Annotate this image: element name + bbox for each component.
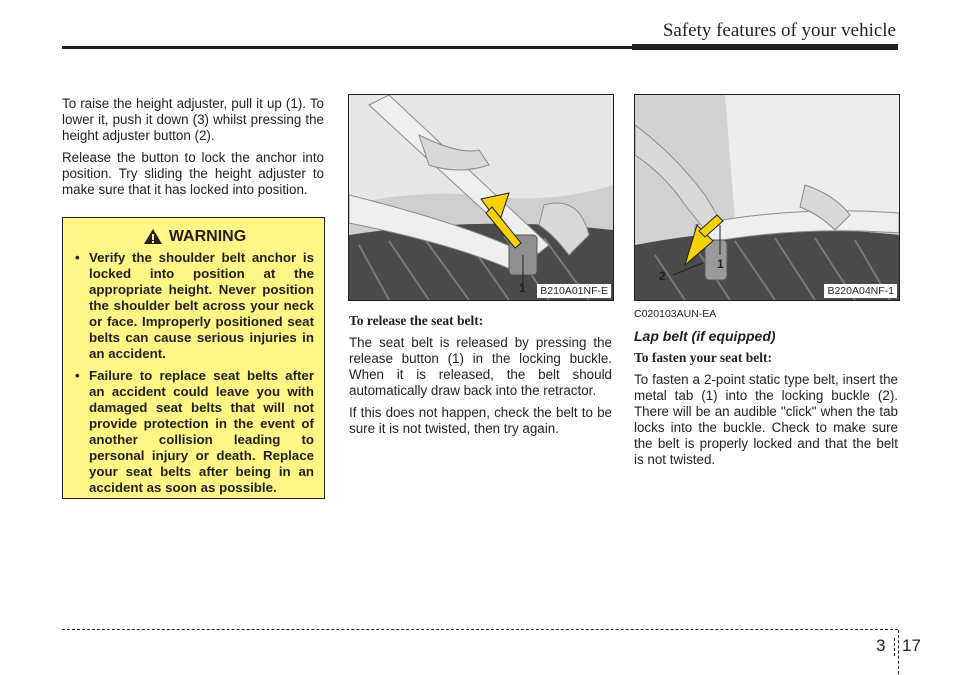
section-title: Lap belt (if equipped) <box>634 328 776 344</box>
footer-rule <box>62 629 898 630</box>
section-code: C020103AUN-EA <box>634 308 717 320</box>
seat-belt-release-illustration <box>349 95 613 300</box>
warning-item: • Failure to replace seat belts after an accident could leave you with damaged seat belts that will not provide protection in the event of another collision leading to personal injury or death. Replace your seat belts after being in an accident as soon as possible. <box>75 368 314 495</box>
warning-box <box>62 217 325 499</box>
column-release-seat-belt <box>349 313 612 443</box>
subheading: To fasten your seat belt: <box>634 350 772 365</box>
paragraph: If this does not happen, check the belt to be sure it is not twisted, then try again. <box>349 405 612 436</box>
page-header-title: Safety features of your vehicle <box>662 20 896 41</box>
subheading: To release the seat belt: <box>349 313 484 328</box>
callout-number: 1 <box>519 281 526 295</box>
paragraph: The seat belt is released by pressing the release button (1) in the locking buckle. When it is released, the belt should automatically draw back into the retractor. <box>349 335 612 398</box>
chapter-number: 3 <box>876 636 886 655</box>
warning-title: WARNING <box>168 227 247 245</box>
column-height-adjuster <box>62 96 324 204</box>
page-number: 17 <box>902 636 921 655</box>
paragraph: To raise the height adjuster, pull it up (1). To lower it, push it down (3) whilst pressing the height adjuster button (2). <box>62 96 324 143</box>
figure-code: B210A01NF-E <box>537 284 611 298</box>
figure-release-seat-belt <box>348 94 614 301</box>
warning-list <box>75 250 314 496</box>
column-lap-belt <box>634 306 898 474</box>
footer-divider <box>898 630 899 674</box>
warning-header <box>75 228 314 245</box>
figure-fasten-lap-belt <box>634 94 900 301</box>
warning-item: • Verify the shoulder belt anchor is locked into position at the appropriate height. Never position the shoulder belt across your neck or face. Improperly positioned seat belts can cause serious injuries in an accident. <box>75 250 314 361</box>
warning-triangle-icon <box>143 228 163 245</box>
page-number-separator <box>894 638 895 656</box>
header-rule-accent <box>632 44 898 50</box>
figure-code: B220A04NF-1 <box>824 284 897 298</box>
callout-number: 1 <box>717 257 724 271</box>
paragraph: Release the button to lock the anchor into position. Try sliding the height adjuster to make sure that it has locked into position. <box>62 150 324 197</box>
callout-number: 2 <box>659 269 666 283</box>
lap-belt-fasten-illustration <box>635 95 899 300</box>
paragraph: To fasten a 2-point static type belt, insert the metal tab (1) into the locking buckle (2). There will be an audible "click" when the tab locks into the buckle. Check to make sure the belt is properly locked and that the belt is not twisted. <box>634 372 898 467</box>
